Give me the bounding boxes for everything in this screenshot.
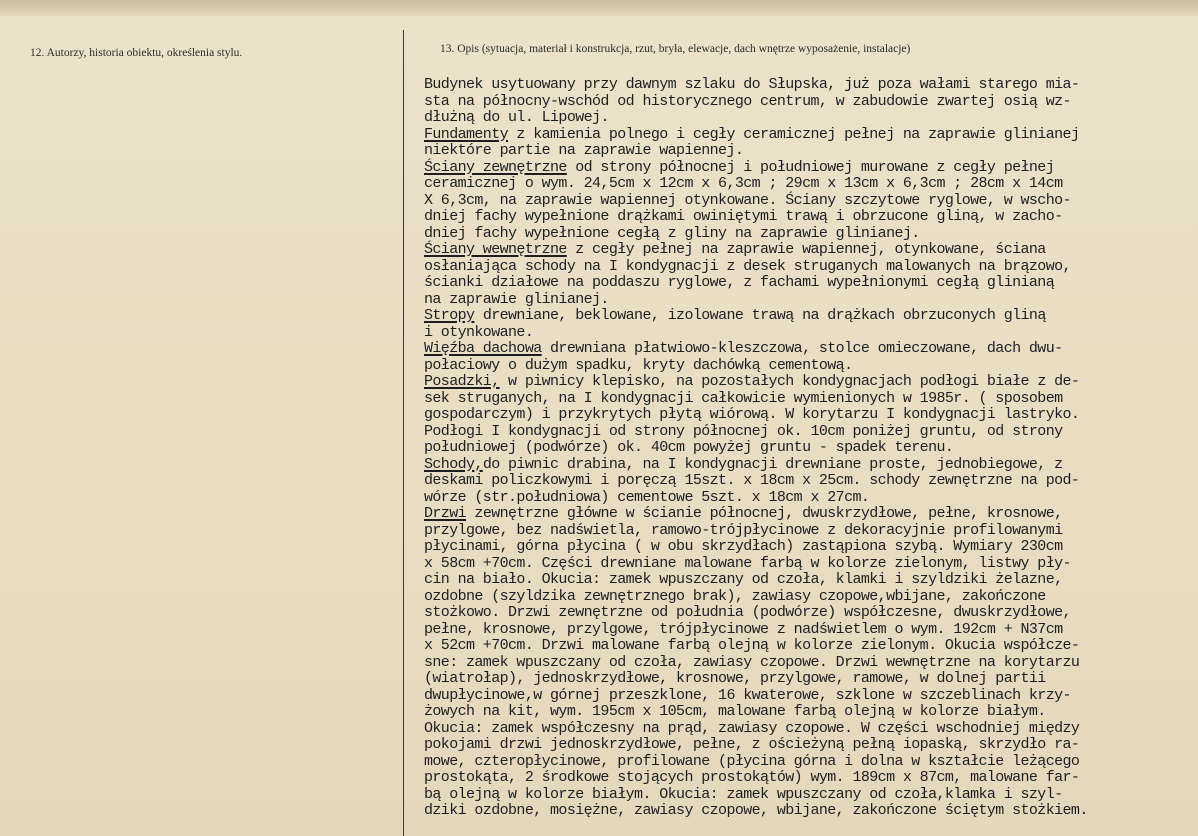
text-line xyxy=(424,176,1194,193)
section-13-heading: 13. Opis (sytuacja, materiał i konstrukcja, rzut, bryła, elewacje, dach wnętrze wyposażenie, instalacje) xyxy=(440,43,911,55)
line-text: południowej (podwórze) ok. 40cm powyżej gruntu - spadek terenu. xyxy=(424,439,954,456)
text-line xyxy=(424,556,1194,573)
text-line xyxy=(424,457,1194,474)
line-text: Budynek usytuowany przy dawnym szlaku do Słupska, już poza wałami starego mia- xyxy=(424,76,1080,93)
text-line xyxy=(424,704,1194,721)
line-text: z kamienia polnego i cegły ceramicznej pełnej na zaprawie glinianej xyxy=(508,125,1080,143)
line-text: drewniane, beklowane, izolowane trawą na drążkach obrzuconych gliną xyxy=(474,307,1046,324)
line-text: z cegły pełnej na zaprawie wapiennej, otynkowane, ściana xyxy=(566,241,1046,258)
line-text: X 6,3cm, na zaprawie wapiennej otynkowane. Ściany szczytowe ryglowe, w wscho- xyxy=(424,191,1071,209)
text-line xyxy=(424,440,1194,457)
line-text: dniej fachy wypełnione drążkami owiniętymi trawą i obrzucone gliną, w zacho- xyxy=(424,208,1063,225)
line-text: ceramicznej o wym. 24,5cm x 12cm x 6,3cm ; 29cm x 13cm x 6,3cm ; 28cm x 14cm xyxy=(424,175,1063,192)
column-divider xyxy=(403,30,404,836)
text-line xyxy=(424,110,1194,127)
section-keyword: Drzwi xyxy=(424,505,467,522)
line-text: drewniana płatwiowo-kleszczowa, stolce omieczowane, dach dwu- xyxy=(541,340,1063,357)
section-keyword: Więźba dachowa xyxy=(424,340,542,357)
text-line xyxy=(424,539,1194,556)
text-line xyxy=(424,143,1194,160)
text-line xyxy=(424,655,1194,672)
text-line xyxy=(424,127,1194,144)
text-line xyxy=(424,589,1194,606)
line-text: do piwnic drabina, na I kondygnacji drewniane proste, jednobiegowe, z xyxy=(482,455,1063,473)
typed-description xyxy=(424,77,1194,820)
text-line xyxy=(424,737,1194,754)
line-text: prostokąta, 2 środkowe stojących prostokątów) wym. 189cm x 87cm, malowane far- xyxy=(424,769,1080,786)
line-text: dniej fachy wypełnione cegłą z gliny na zaprawie glinianej. xyxy=(424,224,920,242)
text-line xyxy=(424,209,1194,226)
text-line xyxy=(424,193,1194,210)
line-text: stożkowo. Drzwi zewnętrzne od południa (podwórze) współczesne, dwuskrzydłowe, xyxy=(424,604,1071,621)
text-line xyxy=(424,160,1194,177)
text-line xyxy=(424,688,1194,705)
section-keyword: Fundamenty xyxy=(424,125,509,143)
line-text: bą olejną w kolorze białym. Okucia: zamek wpuszczany od czoła,klamka i szyl- xyxy=(424,785,1063,803)
text-line xyxy=(424,506,1194,523)
line-text: (wiatrołap), jednoskrzydłowe, krosnowe, przylgowe, ramowe, w dolnej partii xyxy=(424,670,1046,687)
line-text: przylgowe, bez nadświetla, ramowo-trójpłycinowe z dekoracyjnie profilowanymi xyxy=(424,521,1063,539)
line-text: mowe, czteropłycinowe, profilowane (płycina górna i dolna w kształcie leżącego xyxy=(424,752,1080,770)
text-line xyxy=(424,341,1194,358)
section-keyword: Ściany wewnętrzne xyxy=(424,241,567,258)
section-keyword: Posadzki, xyxy=(424,373,500,390)
line-text: sek struganych, na I kondygnacji całkowicie wymienionych w 1985r. ( sposobem xyxy=(424,389,1063,407)
text-line xyxy=(424,490,1194,507)
line-text: sta na północny-wschód od historycznego centrum, w zabudowie zwartej osią wz- xyxy=(424,92,1071,110)
text-line xyxy=(424,242,1194,259)
text-line xyxy=(424,638,1194,655)
text-line xyxy=(424,358,1194,375)
line-text: pokojami drzwi jednoskrzydłowe, pełne, z ościeżyną pełną iopaską, skrzydło ra- xyxy=(424,736,1080,753)
text-line xyxy=(424,424,1194,441)
line-text: deskami policzkowymi i poręczą 15szt. x 18cm x 25cm. schody zewnętrzne na pod- xyxy=(424,472,1080,489)
text-line xyxy=(424,787,1194,804)
section-keyword: Ściany zewnętrzne xyxy=(424,158,567,176)
line-text: x 58cm +70cm. Części drewniane malowane farbą w kolorze zielonym, listwy pły- xyxy=(424,554,1071,572)
text-line xyxy=(424,226,1194,243)
line-text: płycinami, górna płycina ( w obu skrzydłach) zastąpiona szybą. Wymiary 230cm xyxy=(424,538,1063,555)
text-line xyxy=(424,94,1194,111)
line-text: zewnętrzne główne w ścianie północnej, dwuskrzydłowe, pełne, krosnowe, xyxy=(466,505,1063,522)
text-line xyxy=(424,605,1194,622)
line-text: dziki ozdobne, mosiężne, zawiasy czopowe, wbijane, zakończone ściętym stożkiem. xyxy=(424,802,1088,819)
line-text: x 52cm +70cm. Drzwi malowane farbą olejną w kolorze zielonym. Okucia współcze- xyxy=(424,637,1080,654)
text-line xyxy=(424,275,1194,292)
line-text: osłaniająca schody na I kondygnacji z desek struganych malowanych na brązowo, xyxy=(424,257,1071,275)
text-line xyxy=(424,473,1194,490)
line-text: dwupłycinowe,w górnej przeszklone, 16 kwaterowe, szklone w szczeblinach krzy- xyxy=(424,686,1071,704)
line-text: cin na biało. Okucia: zamek wpuszczany od czoła, klamki i szyldziki żelazne, xyxy=(424,571,1063,588)
text-line xyxy=(424,671,1194,688)
text-line xyxy=(424,77,1194,94)
text-line xyxy=(424,308,1194,325)
text-line xyxy=(424,374,1194,391)
text-line xyxy=(424,754,1194,771)
text-line xyxy=(424,622,1194,639)
text-line xyxy=(424,407,1194,424)
line-text: niektóre partie na zaprawie wapiennej. xyxy=(424,142,744,159)
line-text: wórze (str.południowa) cementowe 5szt. x 18cm x 27cm. xyxy=(424,488,870,506)
line-text: żowych na kit, wym. 195cm x 105cm, malowane farbą olejną w kolorze białym. xyxy=(424,703,1046,720)
text-line xyxy=(424,391,1194,408)
text-line xyxy=(424,523,1194,540)
line-text: od strony północnej i południowej murowane z cegły pełnej xyxy=(566,158,1055,176)
line-text: i otynkowane. xyxy=(424,323,534,341)
text-line xyxy=(424,325,1194,342)
line-text: połaciowy o dużym spadku, kryty dachówką cementową. xyxy=(424,356,853,374)
line-text: na zaprawie glinianej. xyxy=(424,290,609,308)
section-keyword: Stropy xyxy=(424,307,475,324)
text-line xyxy=(424,803,1194,820)
line-text: sne: zamek wpuszczany od czoła, zawiasy czopowe. Drzwi wewnętrzne na korytarzu xyxy=(424,653,1080,671)
text-line xyxy=(424,770,1194,787)
page-top-edge xyxy=(0,0,1198,16)
line-text: ozdobne (szyldzika zewnętrznego brak), zawiasy czopowe,wbijane, zakończone xyxy=(424,587,1046,605)
line-text: pełne, krosnowe, przylgowe, trójpłycinowe z nadświetlem o wym. 192cm + N37cm xyxy=(424,620,1063,638)
line-text: dłużną do ul. Lipowej. xyxy=(424,109,609,126)
line-text: w piwnicy klepisko, na pozostałych kondygnacjach podłogi białe z de- xyxy=(499,373,1080,390)
line-text: Okucia: zamek współczesny na prąd, zawiasy czopowe. W części wschodniej między xyxy=(424,719,1080,737)
text-line xyxy=(424,721,1194,738)
line-text: gospodarczym) i przykrytych płytą wiórową. W korytarzu I kondygnacji lastryko. xyxy=(424,406,1080,423)
line-text: Podłogi I kondygnacji od strony północnej ok. 10cm poniżej gruntu, od strony xyxy=(424,422,1063,440)
section-keyword: Schody, xyxy=(424,455,483,473)
section-12-heading: 12. Autorzy, historia obiektu, określenia stylu. xyxy=(30,47,243,59)
text-line xyxy=(424,292,1194,309)
text-line xyxy=(424,572,1194,589)
text-line xyxy=(424,259,1194,276)
line-text: ścianki działowe na poddaszu ryglowe, z fachami wypełnionymi cegłą glinianą xyxy=(424,274,1055,291)
